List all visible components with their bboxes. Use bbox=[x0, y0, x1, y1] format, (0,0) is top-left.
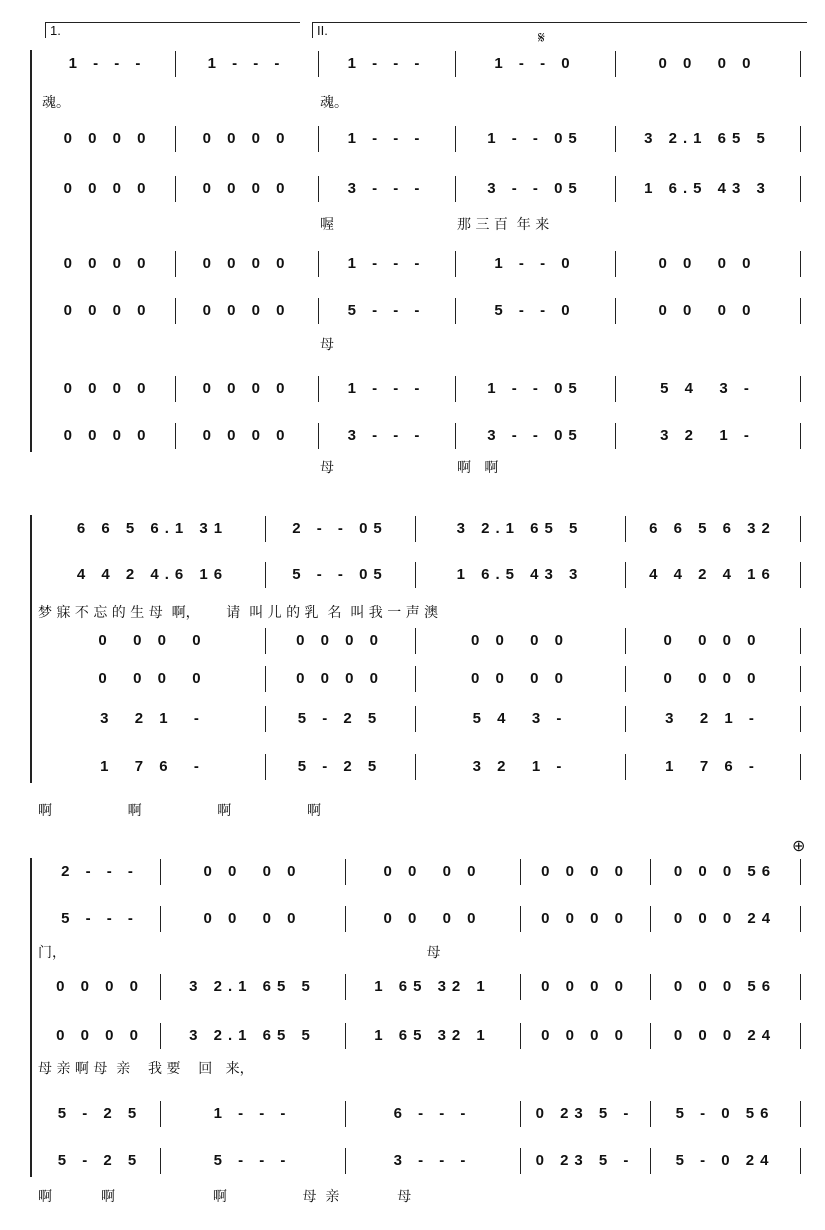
barline bbox=[175, 176, 176, 202]
measure-notes: 0 0 0 0 bbox=[296, 670, 384, 687]
barline bbox=[265, 706, 266, 732]
measure-notes: 5 - 0 56 bbox=[675, 1105, 775, 1122]
measure-notes: 4 4 2 4.6 16 bbox=[76, 566, 229, 583]
measure-notes: 0 0 0 0 bbox=[202, 302, 291, 319]
barline bbox=[800, 51, 801, 77]
measure-notes: 1 - - - bbox=[347, 255, 426, 272]
measure-notes: 0 0 0 0 bbox=[203, 910, 302, 927]
measure-notes: 5 - 2 5 bbox=[297, 710, 383, 727]
measure-notes: 1 - - - bbox=[213, 1105, 292, 1122]
lyric-line: 啊 啊 啊 母 亲 母 bbox=[38, 1189, 412, 1205]
lyric-line: 母 亲 啊 母 亲 我 要 回 来， bbox=[38, 1061, 254, 1077]
barline bbox=[625, 666, 626, 692]
barline bbox=[625, 754, 626, 780]
barline bbox=[345, 859, 346, 885]
measure-notes: 3 2 1 - bbox=[665, 710, 760, 727]
measure-notes: 0 0 0 0 bbox=[63, 427, 152, 444]
barline bbox=[415, 666, 416, 692]
barline bbox=[175, 376, 176, 402]
barline bbox=[175, 126, 176, 152]
measure-notes: 5 - 0 24 bbox=[675, 1152, 775, 1169]
measure-notes: 3 2.1 65 5 bbox=[189, 978, 316, 995]
barline bbox=[800, 1101, 801, 1127]
barline bbox=[800, 974, 801, 1000]
measure-notes: 0 0 0 0 bbox=[658, 55, 757, 72]
measure-notes: 0 0 0 0 bbox=[56, 978, 144, 995]
measure-notes: 5 4 3 - bbox=[660, 380, 755, 397]
barline bbox=[160, 906, 161, 932]
barline bbox=[415, 628, 416, 654]
measure-notes: 0 0 0 0 bbox=[98, 632, 207, 649]
measure-notes: 0 0 0 0 bbox=[658, 302, 757, 319]
measure-notes: 3 2 1 - bbox=[100, 710, 205, 727]
barline bbox=[318, 298, 319, 324]
measure-notes: 3 - - - bbox=[393, 1152, 472, 1169]
barline bbox=[520, 974, 521, 1000]
measure-notes: 0 23 5 - bbox=[535, 1152, 635, 1169]
measure-notes: 0 0 0 0 bbox=[202, 380, 291, 397]
measure-notes: 1 - - 05 bbox=[487, 130, 583, 147]
barline bbox=[625, 628, 626, 654]
barline bbox=[800, 562, 801, 588]
measure-notes: 1 - - - bbox=[347, 130, 426, 147]
measure-notes: 0 0 0 0 bbox=[63, 302, 152, 319]
barline bbox=[318, 376, 319, 402]
measure-notes: 0 0 0 0 bbox=[383, 863, 482, 880]
barline bbox=[415, 562, 416, 588]
measure-notes: 0 0 0 56 bbox=[673, 978, 777, 995]
measure-notes: 2 - - - bbox=[61, 863, 139, 880]
barline bbox=[345, 1023, 346, 1049]
barline bbox=[455, 176, 456, 202]
barline bbox=[625, 706, 626, 732]
barline bbox=[650, 974, 651, 1000]
barline bbox=[800, 251, 801, 277]
measure-notes: 6 6 5 6 32 bbox=[649, 520, 776, 537]
measure-notes: 1 65 32 1 bbox=[374, 978, 491, 995]
lyric-line: 啊 啊 啊 啊 bbox=[38, 803, 321, 819]
barline bbox=[175, 51, 176, 77]
barline bbox=[615, 251, 616, 277]
barline bbox=[415, 516, 416, 542]
lyric-line: 魂。 bbox=[320, 95, 348, 111]
barline bbox=[265, 628, 266, 654]
barline bbox=[625, 562, 626, 588]
barline bbox=[800, 628, 801, 654]
barline bbox=[455, 251, 456, 277]
measure-notes: 0 0 0 0 bbox=[56, 1027, 144, 1044]
barline bbox=[800, 706, 801, 732]
lyric-line: 母 bbox=[320, 337, 334, 353]
barline bbox=[318, 51, 319, 77]
measure-notes: 1 7 6 - bbox=[100, 758, 205, 775]
barline bbox=[650, 1148, 651, 1174]
system-bracket bbox=[30, 515, 32, 783]
barline bbox=[650, 1023, 651, 1049]
lyric-line: 母 bbox=[320, 460, 334, 476]
measure-notes: 0 0 0 0 bbox=[202, 130, 291, 147]
barline bbox=[265, 516, 266, 542]
barline bbox=[345, 1101, 346, 1127]
measure-notes: 5 - - 0 bbox=[494, 302, 576, 319]
barline bbox=[318, 251, 319, 277]
barline bbox=[615, 423, 616, 449]
barline bbox=[455, 126, 456, 152]
measure-notes: 3 2.1 65 5 bbox=[189, 1027, 316, 1044]
barline bbox=[160, 1101, 161, 1127]
measure-notes: 6 - - - bbox=[393, 1105, 472, 1122]
barline bbox=[318, 176, 319, 202]
measure-notes: 0 0 0 0 bbox=[202, 255, 291, 272]
barline bbox=[625, 516, 626, 542]
barline bbox=[520, 1023, 521, 1049]
measure-notes: 3 2.1 65 5 bbox=[644, 130, 771, 147]
barline bbox=[160, 1148, 161, 1174]
barline bbox=[455, 298, 456, 324]
measure-notes: 3 2 1 - bbox=[660, 427, 755, 444]
barline bbox=[415, 706, 416, 732]
barline bbox=[345, 1148, 346, 1174]
measure-notes: 0 0 0 24 bbox=[673, 910, 777, 927]
measure-notes: 0 0 0 0 bbox=[541, 978, 629, 995]
measure-notes: 2 - - 05 bbox=[292, 520, 388, 537]
measure-notes: 3 2.1 65 5 bbox=[456, 520, 584, 537]
barline bbox=[455, 51, 456, 77]
lyric-line: 魂。 bbox=[42, 95, 70, 111]
barline bbox=[800, 126, 801, 152]
measure-notes: 5 - 2 5 bbox=[57, 1152, 143, 1169]
measure-notes: 3 - - - bbox=[347, 180, 426, 197]
measure-notes: 0 0 0 0 bbox=[383, 910, 482, 927]
barline bbox=[520, 1101, 521, 1127]
barline bbox=[800, 1023, 801, 1049]
barline bbox=[345, 974, 346, 1000]
barline bbox=[800, 516, 801, 542]
barline bbox=[455, 376, 456, 402]
barline bbox=[520, 1148, 521, 1174]
barline bbox=[615, 126, 616, 152]
measure-notes: 1 6.5 43 3 bbox=[456, 566, 584, 583]
barline bbox=[160, 859, 161, 885]
measure-notes: 5 - - - bbox=[347, 302, 426, 319]
barline bbox=[800, 754, 801, 780]
measure-notes: 0 0 0 0 bbox=[202, 180, 291, 197]
measure-notes: 5 4 3 - bbox=[472, 710, 568, 727]
measure-notes: 0 0 0 0 bbox=[470, 632, 570, 649]
barline bbox=[265, 754, 266, 780]
barline bbox=[175, 423, 176, 449]
measure-notes: 5 - - - bbox=[213, 1152, 292, 1169]
measure-notes: 5 - 2 5 bbox=[297, 758, 383, 775]
measure-notes: 0 0 0 0 bbox=[202, 427, 291, 444]
barline bbox=[160, 974, 161, 1000]
measure-notes: 1 65 32 1 bbox=[374, 1027, 491, 1044]
measure-notes: 3 - - 05 bbox=[487, 180, 583, 197]
measure-notes: 0 0 0 0 bbox=[541, 863, 629, 880]
measure-notes: 1 - - 0 bbox=[494, 255, 576, 272]
barline bbox=[800, 176, 801, 202]
measure-notes: 0 0 0 0 bbox=[658, 255, 757, 272]
measure-notes: 5 - 2 5 bbox=[57, 1105, 143, 1122]
measure-notes: 0 0 0 56 bbox=[673, 863, 777, 880]
lyric-line: 啊 啊 bbox=[457, 460, 499, 476]
barline bbox=[265, 666, 266, 692]
measure-notes: 0 0 0 0 bbox=[203, 863, 302, 880]
measure-notes: 1 - - 0 bbox=[494, 55, 576, 72]
barline bbox=[520, 906, 521, 932]
barline bbox=[615, 51, 616, 77]
barline bbox=[800, 298, 801, 324]
lyric-line: 门， 母 bbox=[38, 945, 441, 961]
barline bbox=[800, 859, 801, 885]
barline bbox=[615, 298, 616, 324]
barline bbox=[160, 1023, 161, 1049]
measure-notes: 3 2 1 - bbox=[472, 758, 568, 775]
measure-notes: 0 0 0 0 bbox=[663, 670, 762, 687]
barline bbox=[650, 906, 651, 932]
measure-notes: 0 0 0 24 bbox=[673, 1027, 777, 1044]
measure-notes: 0 23 5 - bbox=[535, 1105, 635, 1122]
barline bbox=[265, 562, 266, 588]
barline bbox=[615, 176, 616, 202]
measure-notes: 0 0 0 0 bbox=[63, 380, 152, 397]
measure-notes: 0 0 0 0 bbox=[98, 670, 207, 687]
barline bbox=[800, 376, 801, 402]
barline bbox=[455, 423, 456, 449]
barline bbox=[175, 298, 176, 324]
barline bbox=[800, 906, 801, 932]
measure-notes: 0 0 0 0 bbox=[63, 130, 152, 147]
measure-notes: 0 0 0 0 bbox=[541, 910, 629, 927]
measure-notes: 4 4 2 4 16 bbox=[649, 566, 776, 583]
barline bbox=[650, 859, 651, 885]
barline bbox=[318, 126, 319, 152]
measure-notes: 5 - - - bbox=[61, 910, 139, 927]
barline bbox=[650, 1101, 651, 1127]
system-bracket bbox=[30, 858, 32, 1177]
barline bbox=[318, 423, 319, 449]
measure-notes: 5 - - 05 bbox=[292, 566, 388, 583]
measure-notes: 1 - - - bbox=[207, 55, 286, 72]
barline bbox=[800, 423, 801, 449]
measure-notes: 0 0 0 0 bbox=[663, 632, 762, 649]
segno-sign-icon: 𝄋 bbox=[538, 30, 545, 47]
measure-notes: 1 6.5 43 3 bbox=[644, 180, 771, 197]
measure-notes: 1 - - - bbox=[347, 55, 426, 72]
measure-notes: 0 0 0 0 bbox=[63, 255, 152, 272]
measure-notes: 6 6 5 6.1 31 bbox=[76, 520, 229, 537]
barline bbox=[520, 859, 521, 885]
coda-sign-icon: ⊕ bbox=[792, 838, 806, 855]
measure-notes: 0 0 0 0 bbox=[63, 180, 152, 197]
measure-notes: 0 0 0 0 bbox=[296, 632, 384, 649]
measure-notes: 1 - - 05 bbox=[487, 380, 583, 397]
barline bbox=[345, 906, 346, 932]
lyric-line: 喔 bbox=[320, 217, 334, 233]
lyric-line: 梦 寐 不 忘 的 生 母 啊， 请 叫 儿 的 乳 名 叫 我 一 声 澳 bbox=[38, 605, 439, 621]
volta-bracket-label: 1. bbox=[45, 22, 300, 38]
measure-notes: 3 - - 05 bbox=[487, 427, 583, 444]
measure-notes: 1 - - - bbox=[68, 55, 147, 72]
system-bracket bbox=[30, 50, 32, 452]
barline bbox=[615, 376, 616, 402]
barline bbox=[800, 1148, 801, 1174]
measure-notes: 1 - - - bbox=[347, 380, 426, 397]
volta-bracket-label: II. bbox=[312, 22, 807, 38]
lyric-line: 那 三 百 年 来 bbox=[457, 217, 550, 233]
barline bbox=[175, 251, 176, 277]
measure-notes: 3 - - - bbox=[347, 427, 426, 444]
measure-notes: 0 0 0 0 bbox=[470, 670, 570, 687]
barline bbox=[800, 666, 801, 692]
measure-notes: 1 7 6 - bbox=[665, 758, 760, 775]
barline bbox=[415, 754, 416, 780]
measure-notes: 0 0 0 0 bbox=[541, 1027, 629, 1044]
